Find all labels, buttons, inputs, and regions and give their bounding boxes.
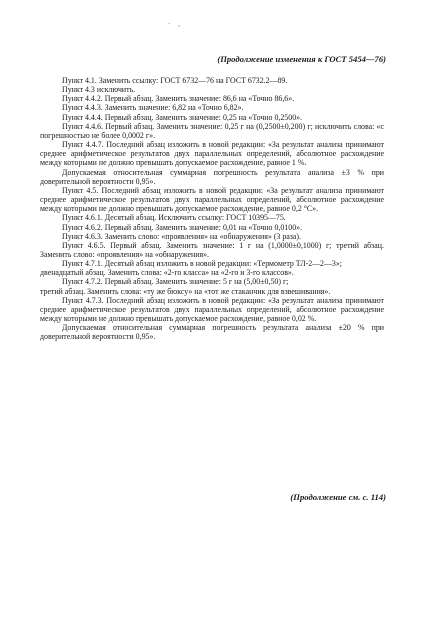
paragraph: Пункт 4.7.3. Последний абзац изложить в новой редакции: «За результат анализа принимают среднее арифметическое результатов двух параллельных определений, абсолютное расхождение между которыми не должно превышать допускаемое расхождение, равное 0,02 %. [40,295,384,324]
paragraph: Пункт 4.4.3. Заменить значение: 6,82 на «Точно 6,82». [62,103,244,113]
paragraph: Пункт 4.6.3. Заменить слово: «проявления» на «обнаружения» (3 раза). [62,231,301,241]
paragraph: Пункт 4.4.7. Последний абзац изложить в новой редакции: «За результат анализа принимают среднее арифметическое результатов двух параллельных определений, абсолютное расхождение между которыми не должно превышать допускаемое расхождение, равное 1 %. [40,140,384,168]
page-footer: (Продолжение см. с. 114) [290,492,386,502]
paragraph: Пункт 4.1. Заменить ссылку: ГОСТ 6732—76 на ГОСТ 6732.2—89. [62,76,288,85]
paragraph: Допускаемая относительная суммарная погрешность результата анализа ±20 % при доверительной вероятности 0,95». [40,323,384,342]
paragraph: Пункт 4.5. Последний абзац изложить в новой редакции: «За результат анализа принимают среднее арифметическое результатов двух параллельных определений, абсолютное расхождение между которыми не должно превышать допускаемое расхождение, равное 0,2 °С». [40,185,384,214]
scan-marks: · , [168,20,183,28]
document-body [40,76,384,342]
paragraph: Пункт 4.4.4. Первый абзац. Заменить значение: 0,25 на «Точно 0,2500». [62,112,303,122]
paragraph: Пункт 4.4.6. Первый абзац. Заменить значение: 0,25 г на (0,2500±0,200) г; исключить слова: «с погрешностью не более 0,0002 г». [40,121,384,140]
paragraph: Пункт 4.6.5. Первый абзац. Заменить значение: 1 г на (1,0000±0,1000) г; третий абзац. Заменить слово: «проявления» на «обнаружения». [40,240,384,259]
paragraph: Пункт 4.6.1. Десятый абзац. Исключить ссылку: ГОСТ 10395—75. [62,213,286,223]
page-header: (Продолжение изменения к ГОСТ 5454—76) [217,54,386,64]
paragraph: Пункт 4.7.2. Первый абзац. Заменить значение: 5 г на (5,00±0,50) г; [62,277,289,287]
paragraph: Пункт 4.6.2. Первый абзац. Заменить значение: 0,01 на «Точно 0,0100». [62,222,303,232]
paragraph: Пункт 4.3 исключить. [62,85,136,95]
paragraph: двенадцатый абзац. Заменить слова: «2-го класса» на «2-го и 3-го классов». [40,268,294,278]
paragraph: Допускаемая относительная суммарная погрешность результата анализа ±3 % при доверительной вероятности 0,95». [40,167,384,186]
paragraph: Пункт 4.7.1. Десятый абзац изложить в новой редакции: «Термометр ТЛ-2—2—3»; [62,259,342,269]
paragraph: третий абзац. Заменить слова: «ту же бюксу» на «тот же стаканчик для взвешивания». [40,286,331,296]
paragraph: Пункт 4.4.2. Первый абзац. Заменить значение: 86,6 на «Точно 86,6». [62,94,295,104]
